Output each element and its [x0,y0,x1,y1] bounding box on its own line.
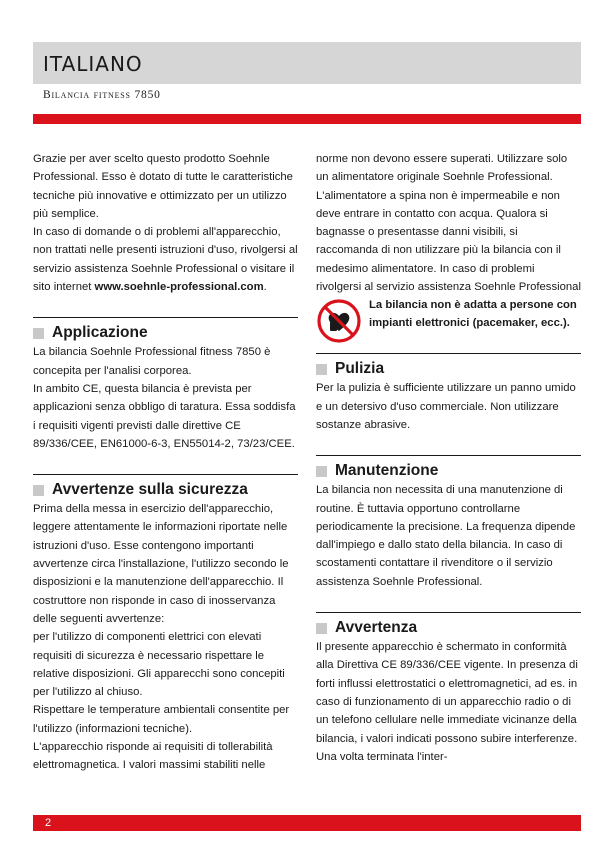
section-divider [33,317,298,318]
sicurezza-paragraph-3: Rispettare le temperature ambientali consentite per l'utilizzo (informazioni tecniche). [33,704,290,735]
section-title: Avvertenze sulla sicurezza [52,481,248,498]
right-column [316,150,581,766]
section-divider [33,474,298,475]
no-pacemaker-icon [316,298,362,344]
square-bullet-icon [316,623,327,634]
section-divider [316,353,581,354]
website-link[interactable]: www.soehnle-professional.com [94,281,264,294]
page-subtitle: Bilancia fitness 7850 [43,89,161,101]
section-divider [316,612,581,613]
section-heading [316,618,581,638]
header-red-bar [33,114,581,124]
square-bullet-icon [33,328,44,339]
section-heading [33,480,298,500]
section-title: Pulizia [335,360,385,378]
section-avvertenza [316,612,581,766]
section-heading [316,359,581,379]
intro-paragraph-1: Grazie per aver scelto questo prodotto Soehnle Professional. Esso è dotato di tutte le caratteristiche tecniche più innovative e ottimizzato per un utilizzo più semplice. [33,153,293,220]
sicurezza-paragraph-2: per l'utilizzo di componenti elettrici con elevati requisiti di sicurezza è necessario rispettare le relative disposizioni. Gli apparecchi sono concepiti per l'utilizzo al chiuso. [33,631,285,699]
intro-paragraph-2 [33,223,298,296]
warning-text: La bilancia non è adatta a persone con impianti elettronici (pacemaker, ecc.). [369,299,577,330]
intro-paragraph-2-text: In caso di domande o di problemi all'apparecchio, non trattati nelle presenti istruzioni d'uso, rivolgersi al servizio assistenza Soehnle Professional o visitare il sito internet [33,226,298,294]
section-manutenzione [316,455,581,591]
url-suffix: . [263,281,267,294]
sicurezza-paragraph-4: L'apparecchio risponde ai requisiti di tollerabilità elettromagnetica. I valori massimi stabiliti nelle [33,741,273,772]
square-bullet-icon [316,364,327,375]
section-title: Avvertenza [335,618,418,636]
left-column [33,150,298,775]
square-bullet-icon [33,485,44,496]
section-title: Manutenzione [335,462,439,480]
pulizia-paragraph: Per la pulizia è sufficiente utilizzare un panno umido e un detersivo d'uso commerciale. Non utilizzare sostanze abrasive. [316,382,576,431]
section-heading [316,461,581,481]
sicurezza-paragraph-1: Prima della messa in esercizio dell'apparecchio, leggere attentamente le informazioni riportate nelle istruzioni d'uso. Esse contengono importanti avvertenze circa l'installazione, l'utilizzo secondo le disposizioni e la manutenzione dell'apparecchio. Il costruttore non risponde in caso di inosservanza delle seguenti avvertenze: [33,503,289,625]
avvertenza-paragraph: Il presente apparecchio è schermato in conformità alla Direttiva CE 89/336/CEE vigente. In presenza di forti influssi elettrostatici o elettromagnetici, ad es. in caso di funzionamento di un apparecchio radio o di un telefono cellulare nelle immediate vicinanze della bilancia, i valori indicati possono subire interferenze. Una volta terminata l'inter- [316,641,578,763]
section-divider [316,455,581,456]
section-pulizia [316,353,581,434]
square-bullet-icon [316,466,327,477]
pacemaker-warning [316,296,581,344]
applicazione-paragraph-2: In ambito CE, questa bilancia è prevista per applicazioni senza obbligo di taratura. Essa soddisfa i requisiti vigenti previsti dalle direttive CE 89/336/CEE, EN61000-6-3, EN55014-2, 73/23/CEE. [33,382,296,450]
page-title: ITALIANO [43,52,143,76]
footer-red-bar [33,815,581,831]
section-applicazione [33,317,298,453]
safety-continuation: norme non devono essere superati. Utilizzare solo un alimentatore originale Soehnle Professional. L'alimentatore a spina non è impermeabile e non deve entrare in contatto con acqua. Qualora si bagnasse o presentasse danni visibili, si raccomanda di non utilizzare più la bilancia con il medesimo alimentatore. In caso di problemi rivolgersi al servizio assistenza Soehnle Professional [316,153,581,294]
applicazione-paragraph-1: La bilancia Soehnle Professional fitness 7850 è concepita per l'analisi corporea. [33,346,271,377]
manutenzione-paragraph: La bilancia non necessita di una manutenzione di routine. È tuttavia opportuno controllarne periodicamente la precisione. La frequenza dipende dall'impiego e dallo stato della bilancia. In caso di scostamenti contattare il rivenditore o il servizio assistenza Soehnle Professional. [316,484,576,588]
page-number: 2 [45,817,52,829]
section-sicurezza [33,474,298,774]
section-heading [33,323,298,343]
section-title: Applicazione [52,324,148,342]
